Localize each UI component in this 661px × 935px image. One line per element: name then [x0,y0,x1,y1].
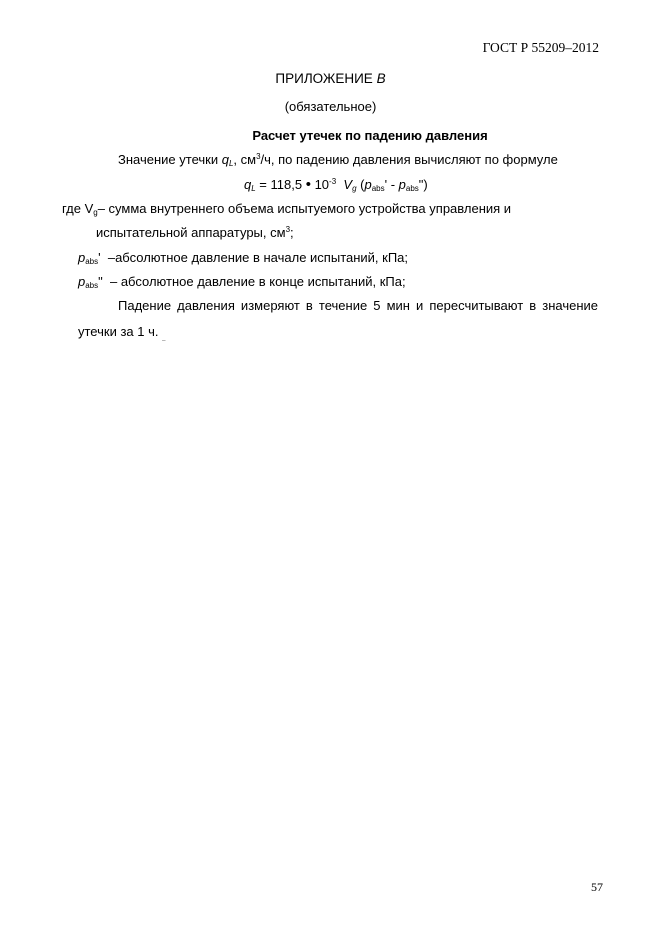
definition-vg-continued-text: испытательной аппаратуры, см [96,225,286,240]
formula-minus: ' - [384,177,399,192]
annex-status: (обязательное) [284,99,377,114]
intro-q-subscript: L [228,159,234,168]
section-title: Расчет утечек по падению давления [252,128,488,143]
definition-p-start-subscript: abs [85,257,99,266]
formula-p1-symbol: p [364,177,372,192]
definition-vg-prefix: где V [62,201,94,216]
formula-p2-subscript: abs [405,184,419,193]
formula-open-paren: ( [356,177,365,192]
intro-cube-superscript: 3 [256,152,261,161]
formula-close-paren: ") [418,177,428,192]
formula-ten: 10 [310,177,330,192]
intro-text-2: , см [233,152,257,167]
page-number: 57 [591,880,603,894]
formula-v-symbol: V [343,177,353,192]
document-code: ГОСТ Р 55209–2012 [482,40,599,55]
paragraph-line-1: Падение давления измеряют в течение 5 мин и пересчитывают в значение [118,298,598,313]
formula-equals: = 118,5 [255,177,306,192]
paragraph-line-2-text: утечки за 1 ч. [78,324,163,339]
leak-formula [244,176,428,193]
definition-p-start [78,250,408,265]
definition-p-end-symbol: p [78,274,86,289]
definition-p-start-symbol: p [78,250,86,265]
annex-title-prefix: ПРИЛОЖЕНИЕ [275,71,377,86]
definition-vg-text: – сумма внутреннего объема испытуемого устройства управления и [97,201,512,216]
definition-p-end-text: " – абсолютное давление в конце испытаний, кПа; [98,274,406,289]
formula-p2-symbol: p [398,177,406,192]
definition-p-start-text: ' –абсолютное давление в начале испытаний, кПа; [98,250,409,265]
definition-vg-end: ; [290,225,294,240]
formula-q-subscript: L [251,184,256,193]
definition-vg-cube-superscript: 3 [285,225,291,234]
annex-title [0,71,661,86]
formula-exponent: -3 [329,177,337,186]
definition-vg-continued [96,225,294,240]
intro-q-symbol: q [221,152,229,167]
formula-multiply-dot: • [305,176,311,193]
paragraph-line-2 [78,324,165,341]
intro-line [118,152,558,167]
definition-p-end [78,274,406,289]
definition-vg-subscript: g [93,208,98,217]
formula-v-subscript: g [352,184,357,193]
intro-text-1: Значение утечки [118,152,222,167]
annex-letter: В [376,71,386,86]
paragraph-mark: _ [162,335,166,341]
formula-q-symbol: q [244,177,252,192]
definition-p-end-subscript: abs [85,281,99,290]
formula-p1-subscript: abs [371,184,385,193]
definition-vg [62,201,511,216]
intro-text-3: /ч, по падению давления вычисляют по формуле [260,152,558,167]
